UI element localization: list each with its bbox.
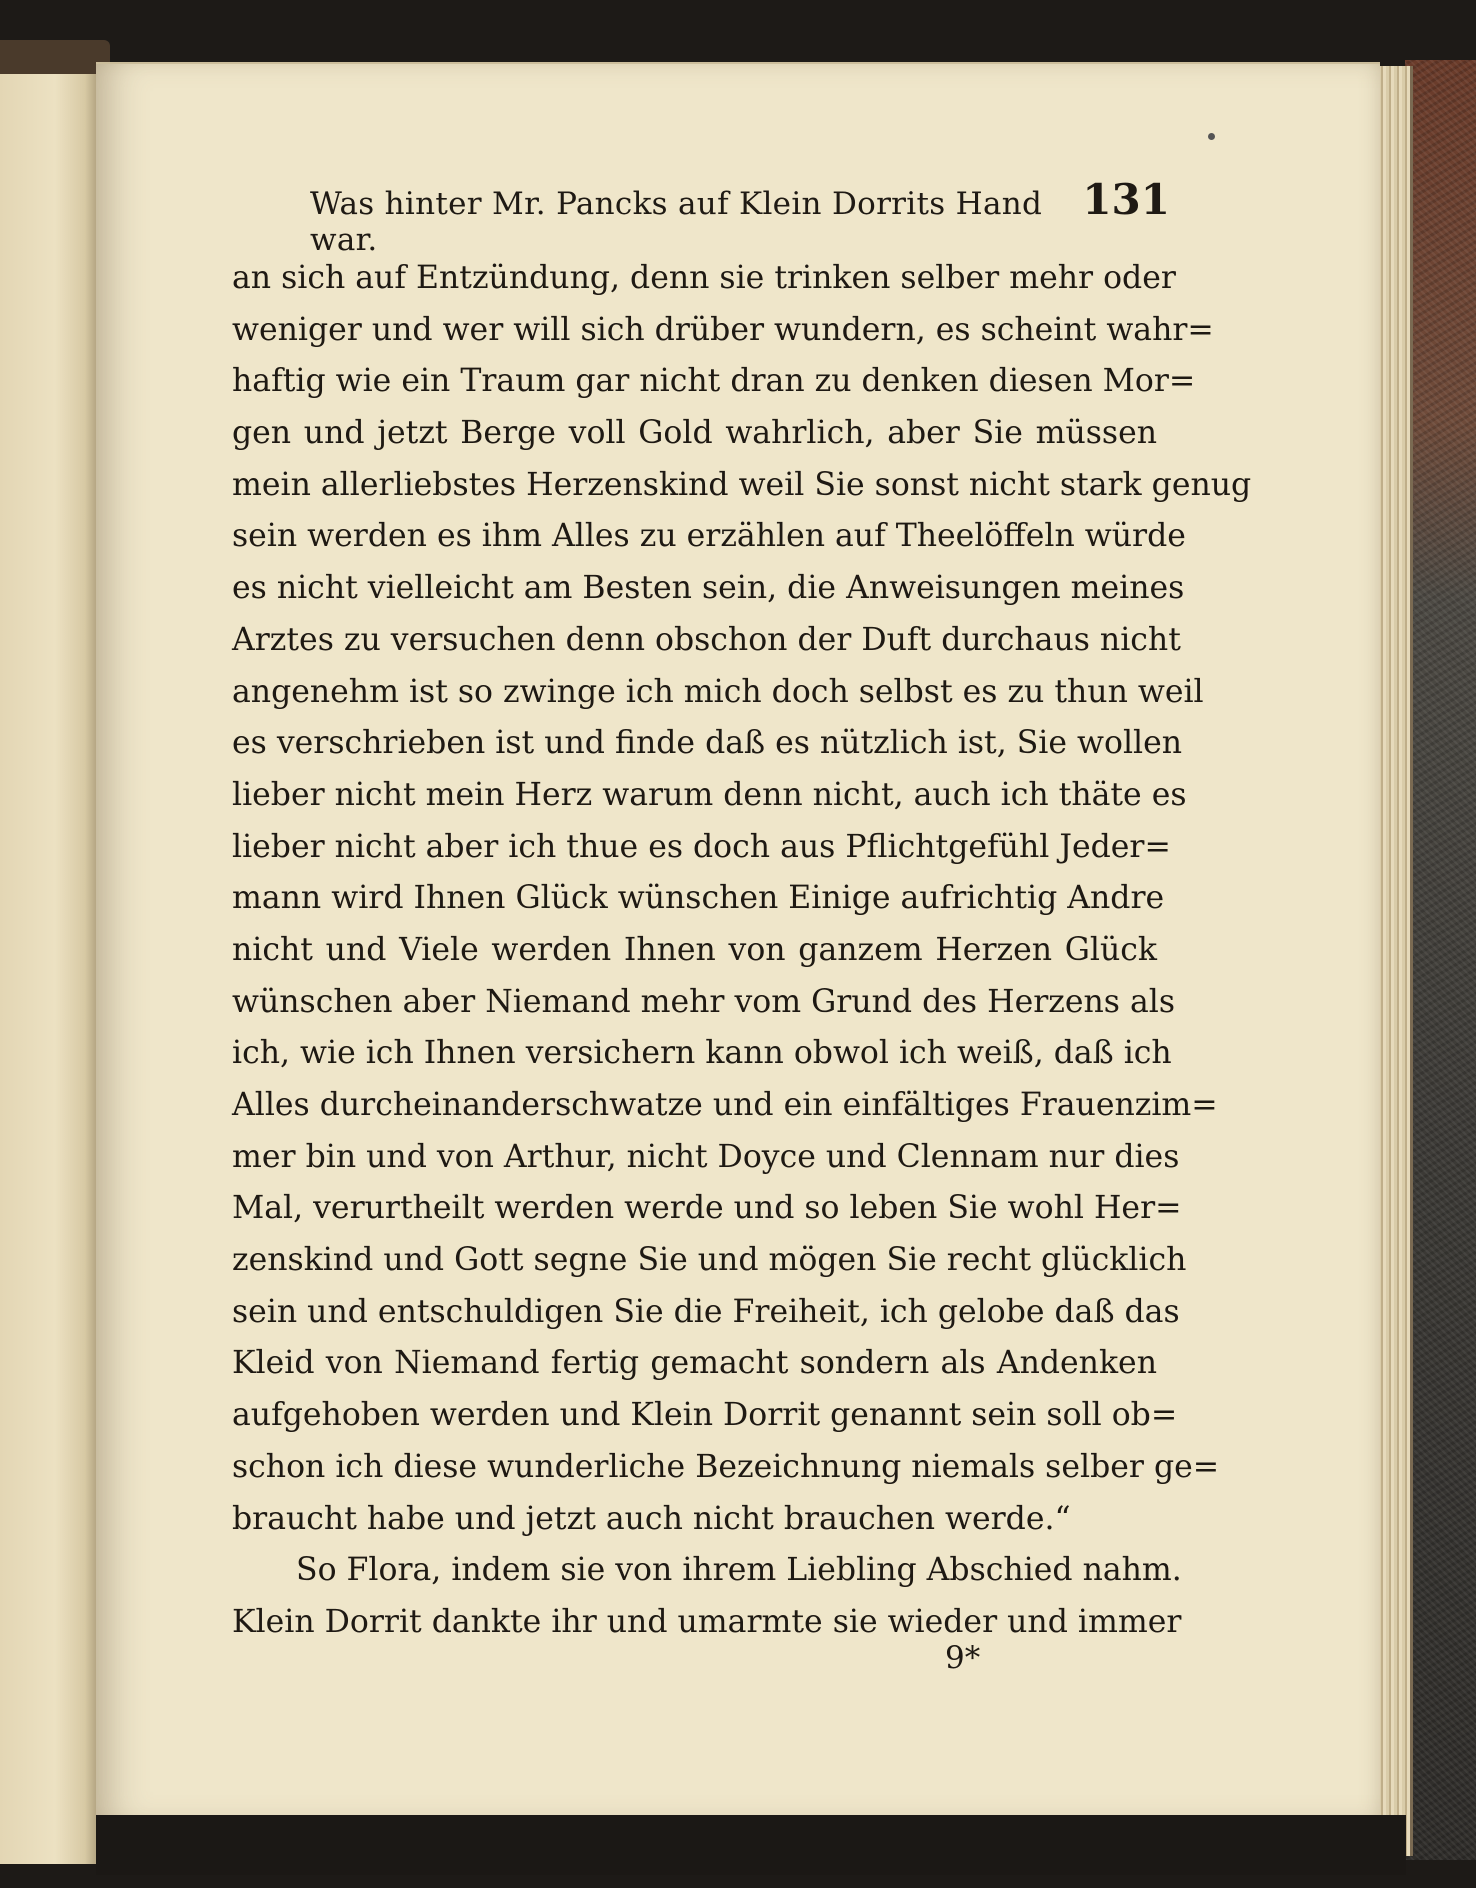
text-line: sein werden es ihm Alles zu erzählen auf Theelöffeln würde	[232, 518, 1186, 555]
bottom-shadow	[96, 1815, 1406, 1875]
text-line: mein allerliebstes Herzenskind weil Sie sonst nicht stark genug	[232, 466, 1252, 503]
text-line: nicht und Viele werden Ihnen von ganzem Herzen Glück	[232, 931, 1157, 968]
text-line: gen und jetzt Berge voll Gold wahrlich, aber Sie müssen	[232, 415, 1157, 452]
signature-mark: 9*	[945, 1640, 981, 1676]
text-line: haftig wie ein Traum gar nicht dran zu denken diesen Mor=	[232, 363, 1196, 400]
spine-tab	[0, 40, 110, 74]
text-line: Klein Dorrit dankte ihr und umarmte sie wieder und immer	[232, 1603, 1182, 1640]
text-line: es verschrieben ist und finde daß es nützlich ist, Sie wollen	[232, 725, 1183, 762]
text-line: schon ich diese wunderliche Bezeichnung niemals selber ge=	[232, 1448, 1220, 1485]
text-line: Mal, verurtheilt werden werde und so leben Sie wohl Her=	[232, 1190, 1182, 1227]
running-title: Was hinter Mr. Pancks auf Klein Dorrits Hand war.	[310, 186, 1043, 258]
text-line: Arztes zu versuchen denn obschon der Duft durchaus nicht	[232, 621, 1181, 658]
text-line: an sich auf Entzündung, denn sie trinken selber mehr oder	[232, 260, 1176, 296]
text-line: Kleid von Niemand fertig gemacht sondern als Andenken	[232, 1345, 1157, 1382]
paragraph-first-line: So Flora, indem sie von ihrem Liebling Abschied nahm.	[296, 1552, 1182, 1589]
text-line: weniger und wer will sich drüber wundern, es scheint wahr=	[232, 311, 1214, 348]
text-line: mer bin und von Arthur, nicht Doyce und Clennam nur dies	[232, 1138, 1180, 1175]
text-line: ich, wie ich Ihnen versichern kann obwol ich weiß, daß ich	[232, 1035, 1172, 1072]
text-line: mann wird Ihnen Glück wünschen Einige aufrichtig Andre	[232, 880, 1165, 917]
page-number: 131	[1082, 175, 1170, 224]
text-line: lieber nicht mein Herz warum denn nicht, auch ich thäte es	[232, 776, 1187, 813]
text-line: wünschen aber Niemand mehr vom Grund des Herzens als	[232, 983, 1175, 1020]
text-line: zenskind und Gott segne Sie und mögen Sie recht glücklich	[232, 1242, 1187, 1279]
text-line: es nicht vielleicht am Besten sein, die Anweisungen meines	[232, 570, 1185, 607]
running-head	[310, 175, 1170, 258]
marbled-cover	[1405, 60, 1476, 1860]
paper-speck	[1208, 133, 1215, 140]
text-line: Alles durcheinanderschwatze und ein einfältiges Frauenzim=	[232, 1087, 1218, 1123]
text-line: braucht habe und jetzt auch nicht brauchen werde.“	[232, 1500, 1071, 1537]
body-text	[232, 253, 1252, 1649]
facing-page-edge	[0, 70, 100, 1864]
text-line: sein und entschuldigen Sie die Freiheit, ich gelobe daß das	[232, 1293, 1180, 1330]
text-line: lieber nicht aber ich thue es doch aus Pflichtgefühl Jeder=	[232, 828, 1171, 865]
text-line: aufgehoben werden und Klein Dorrit genannt sein soll ob=	[232, 1397, 1178, 1434]
text-line: angenehm ist so zwinge ich mich doch selbst es zu thun weil	[232, 673, 1204, 710]
